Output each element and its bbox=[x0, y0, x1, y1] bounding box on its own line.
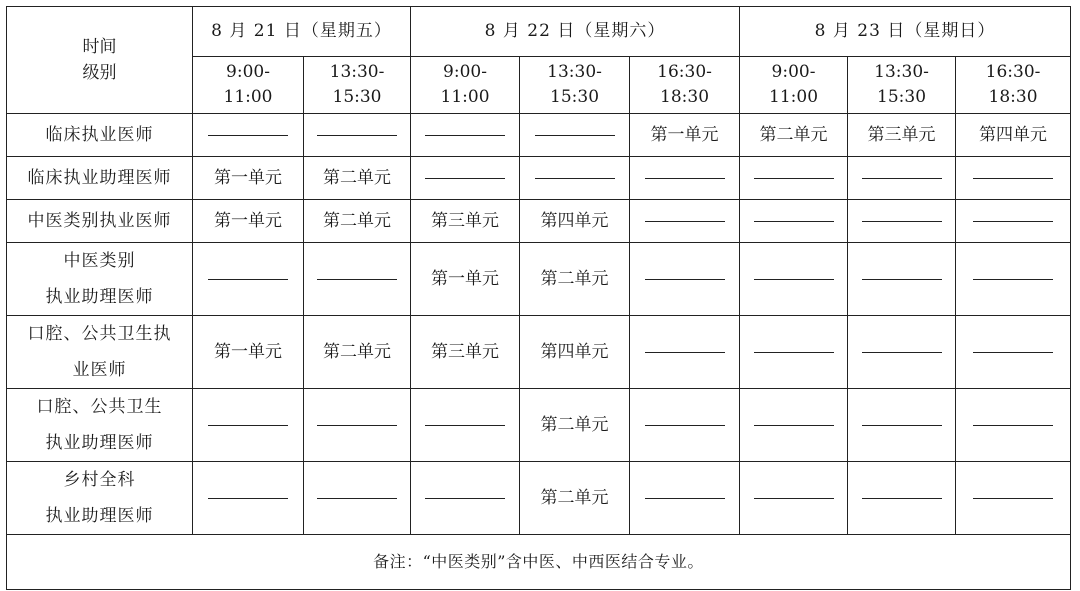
schedule-cell bbox=[956, 389, 1071, 462]
schedule-cell bbox=[956, 157, 1071, 200]
schedule-cell bbox=[411, 157, 520, 200]
no-exam-dash bbox=[862, 279, 942, 280]
no-exam-dash bbox=[862, 178, 942, 179]
time-slot-end: 11:00 bbox=[223, 87, 273, 107]
no-exam-dash bbox=[425, 425, 505, 426]
exam-unit-text: 第一单元 bbox=[431, 268, 500, 289]
no-exam-dash bbox=[973, 425, 1053, 426]
time-slot-header bbox=[848, 57, 956, 114]
schedule-cell bbox=[193, 114, 304, 157]
schedule-cell bbox=[740, 200, 848, 243]
level-label-line: 业医师 bbox=[72, 360, 127, 380]
exam-unit-text: 第二单元 bbox=[540, 487, 609, 508]
no-exam-dash bbox=[425, 135, 505, 136]
no-exam-dash bbox=[317, 279, 397, 280]
level-label-line: 口腔、公共卫生 bbox=[36, 397, 163, 417]
schedule-cell bbox=[520, 316, 630, 389]
schedule-cell bbox=[956, 316, 1071, 389]
schedule-cell bbox=[304, 316, 411, 389]
schedule-cell bbox=[630, 389, 740, 462]
level-label-cell bbox=[7, 389, 193, 462]
time-slot-header bbox=[193, 57, 304, 114]
time-slot-header bbox=[520, 57, 630, 114]
exam-unit-text: 第一单元 bbox=[214, 167, 282, 188]
no-exam-dash bbox=[425, 178, 505, 179]
exam-unit-text: 第二单元 bbox=[323, 210, 391, 231]
level-label-line: 执业助理医师 bbox=[45, 287, 154, 307]
schedule-cell bbox=[193, 157, 304, 200]
time-slot-end: 15:30 bbox=[332, 87, 382, 107]
schedule-cell bbox=[956, 462, 1071, 535]
schedule-cell bbox=[848, 157, 956, 200]
no-exam-dash bbox=[208, 425, 288, 426]
schedule-cell bbox=[411, 316, 520, 389]
time-slot-start: 13:30- bbox=[329, 62, 385, 83]
schedule-cell bbox=[520, 462, 630, 535]
table-row bbox=[7, 157, 1071, 200]
time-slot-header bbox=[304, 57, 411, 114]
schedule-cell bbox=[193, 316, 304, 389]
time-slot-header bbox=[740, 57, 848, 114]
corner-time-label: 时间 bbox=[82, 36, 117, 57]
schedule-cell bbox=[848, 316, 956, 389]
no-exam-dash bbox=[317, 425, 397, 426]
no-exam-dash bbox=[754, 221, 834, 222]
time-slot-header bbox=[630, 57, 740, 114]
schedule-cell bbox=[740, 157, 848, 200]
schedule-cell bbox=[956, 200, 1071, 243]
time-slot-end: 18:30 bbox=[660, 87, 710, 107]
no-exam-dash bbox=[535, 135, 615, 136]
schedule-cell bbox=[411, 200, 520, 243]
no-exam-dash bbox=[317, 498, 397, 499]
time-slot-start: 9:00- bbox=[226, 62, 270, 83]
schedule-cell bbox=[740, 316, 848, 389]
schedule-cell bbox=[630, 243, 740, 316]
no-exam-dash bbox=[973, 352, 1053, 353]
exam-unit-text: 第四单元 bbox=[540, 341, 609, 362]
level-label-cell bbox=[7, 462, 193, 535]
schedule-cell bbox=[740, 243, 848, 316]
schedule-cell bbox=[520, 200, 630, 243]
table-row bbox=[7, 200, 1071, 243]
level-label-line: 临床执业医师 bbox=[45, 124, 154, 145]
table-row bbox=[7, 114, 1071, 157]
time-slot-header bbox=[411, 57, 520, 114]
schedule-cell bbox=[520, 389, 630, 462]
schedule-cell bbox=[956, 114, 1071, 157]
exam-unit-text: 第一单元 bbox=[214, 210, 282, 231]
no-exam-dash bbox=[862, 221, 942, 222]
exam-unit-text: 第二单元 bbox=[323, 167, 391, 188]
exam-unit-text: 第三单元 bbox=[431, 341, 500, 362]
no-exam-dash bbox=[645, 425, 725, 426]
schedule-cell bbox=[304, 389, 411, 462]
table-row bbox=[7, 243, 1071, 316]
date-header-aug22: 8 月 22 日（星期六） bbox=[411, 7, 740, 57]
schedule-cell bbox=[520, 157, 630, 200]
corner-level-label: 级别 bbox=[82, 63, 117, 83]
exam-unit-text: 第二单元 bbox=[759, 124, 828, 145]
exam-unit-text: 第三单元 bbox=[867, 124, 936, 145]
schedule-cell bbox=[304, 157, 411, 200]
schedule-cell bbox=[193, 243, 304, 316]
schedule-cell bbox=[304, 243, 411, 316]
time-slot-header bbox=[956, 57, 1071, 114]
no-exam-dash bbox=[645, 178, 725, 179]
date-header-row bbox=[7, 7, 1071, 57]
no-exam-dash bbox=[317, 135, 397, 136]
exam-schedule-sheet bbox=[6, 6, 1070, 585]
table-row bbox=[7, 389, 1071, 462]
footnote-text: 备注：“中医类别”含中医、中西医结合专业。 bbox=[7, 535, 1071, 590]
schedule-cell bbox=[848, 462, 956, 535]
schedule-cell bbox=[411, 243, 520, 316]
corner-header-cell bbox=[7, 7, 193, 114]
exam-unit-text: 第四单元 bbox=[979, 124, 1048, 145]
no-exam-dash bbox=[645, 352, 725, 353]
schedule-cell bbox=[193, 389, 304, 462]
level-label-line: 中医类别执业医师 bbox=[27, 210, 172, 231]
schedule-cell bbox=[411, 114, 520, 157]
no-exam-dash bbox=[208, 498, 288, 499]
time-slot-end: 11:00 bbox=[440, 87, 490, 107]
schedule-cell bbox=[193, 462, 304, 535]
schedule-cell bbox=[848, 243, 956, 316]
date-header-aug23: 8 月 23 日（星期日） bbox=[740, 7, 1071, 57]
no-exam-dash bbox=[645, 279, 725, 280]
exam-unit-text: 第二单元 bbox=[540, 414, 609, 435]
level-label-line: 乡村全科 bbox=[63, 470, 136, 490]
time-slot-start: 16:30- bbox=[657, 62, 712, 83]
no-exam-dash bbox=[973, 178, 1053, 179]
exam-unit-text: 第一单元 bbox=[650, 124, 719, 145]
footnote-row bbox=[7, 535, 1071, 590]
no-exam-dash bbox=[645, 498, 725, 499]
no-exam-dash bbox=[754, 279, 834, 280]
schedule-cell bbox=[630, 157, 740, 200]
time-slot-start: 9:00- bbox=[443, 62, 487, 83]
schedule-cell bbox=[630, 462, 740, 535]
no-exam-dash bbox=[973, 221, 1053, 222]
exam-unit-text: 第一单元 bbox=[214, 341, 282, 362]
exam-unit-text: 第四单元 bbox=[540, 210, 609, 231]
exam-schedule-table bbox=[6, 6, 1071, 590]
schedule-cell bbox=[956, 243, 1071, 316]
schedule-cell bbox=[630, 114, 740, 157]
no-exam-dash bbox=[754, 425, 834, 426]
level-label-line: 执业助理医师 bbox=[45, 506, 154, 526]
no-exam-dash bbox=[645, 221, 725, 222]
level-label-cell bbox=[7, 200, 193, 243]
no-exam-dash bbox=[862, 498, 942, 499]
schedule-cell bbox=[848, 389, 956, 462]
schedule-cell bbox=[411, 462, 520, 535]
schedule-cell bbox=[304, 114, 411, 157]
level-label-line: 口腔、公共卫生执 bbox=[27, 324, 172, 344]
time-slot-end: 11:00 bbox=[769, 87, 819, 107]
no-exam-dash bbox=[754, 498, 834, 499]
time-slot-start: 13:30- bbox=[874, 62, 929, 83]
no-exam-dash bbox=[754, 352, 834, 353]
schedule-cell bbox=[520, 243, 630, 316]
level-label-line: 执业助理医师 bbox=[45, 433, 154, 453]
schedule-cell bbox=[740, 462, 848, 535]
no-exam-dash bbox=[973, 279, 1053, 280]
time-slot-end: 18:30 bbox=[988, 87, 1038, 107]
no-exam-dash bbox=[208, 279, 288, 280]
schedule-cell bbox=[304, 200, 411, 243]
no-exam-dash bbox=[535, 178, 615, 179]
schedule-cell bbox=[848, 114, 956, 157]
schedule-cell bbox=[193, 200, 304, 243]
schedule-cell bbox=[411, 389, 520, 462]
no-exam-dash bbox=[208, 135, 288, 136]
level-label-line: 临床执业助理医师 bbox=[27, 167, 172, 188]
no-exam-dash bbox=[862, 425, 942, 426]
table-row bbox=[7, 316, 1071, 389]
date-header-aug21: 8 月 21 日（星期五） bbox=[193, 7, 411, 57]
no-exam-dash bbox=[973, 498, 1053, 499]
time-slot-start: 13:30- bbox=[547, 62, 602, 83]
schedule-cell bbox=[520, 114, 630, 157]
schedule-cell bbox=[848, 200, 956, 243]
exam-unit-text: 第二单元 bbox=[323, 341, 391, 362]
no-exam-dash bbox=[862, 352, 942, 353]
table-row bbox=[7, 462, 1071, 535]
time-slot-start: 9:00- bbox=[771, 62, 816, 83]
schedule-cell bbox=[304, 462, 411, 535]
time-slot-start: 16:30- bbox=[985, 62, 1041, 83]
level-label-cell bbox=[7, 157, 193, 200]
schedule-cell bbox=[630, 316, 740, 389]
time-slot-end: 15:30 bbox=[877, 87, 927, 107]
schedule-cell bbox=[630, 200, 740, 243]
time-slot-end: 15:30 bbox=[550, 87, 600, 107]
schedule-cell bbox=[740, 114, 848, 157]
exam-unit-text: 第二单元 bbox=[540, 268, 609, 289]
level-label-line: 中医类别 bbox=[63, 251, 136, 271]
no-exam-dash bbox=[754, 178, 834, 179]
schedule-cell bbox=[740, 389, 848, 462]
no-exam-dash bbox=[425, 498, 505, 499]
level-label-cell bbox=[7, 114, 193, 157]
level-label-cell bbox=[7, 316, 193, 389]
level-label-cell bbox=[7, 243, 193, 316]
exam-unit-text: 第三单元 bbox=[431, 210, 500, 231]
